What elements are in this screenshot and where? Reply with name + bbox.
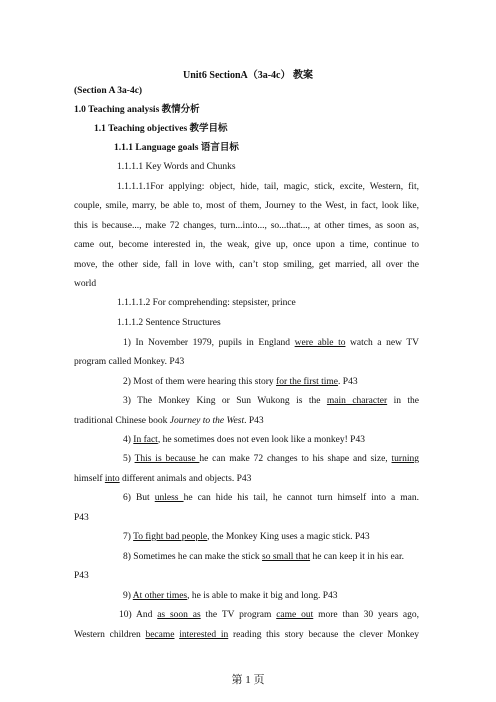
comprehending-words: 1.1.1.1.2 For comprehending: stepsister, prince — [117, 298, 296, 308]
sentence-6-continued: P43 — [74, 513, 89, 523]
key-words-line: couple, smile, marry, be able to, most of them, Journey to the West, in fact, look like, — [74, 201, 419, 211]
sentence-7: 7) To fight bad people, the Monkey King uses a magic stick. P43 — [123, 532, 370, 542]
book-title: Journey to the West — [169, 416, 245, 426]
key-words-line: world — [74, 279, 97, 289]
highlighted-phrase: turning — [391, 454, 419, 464]
section-reference: (Section A 3a-4c) — [74, 86, 143, 96]
heading-teaching-analysis: 1.0 Teaching analysis 教情分析 — [74, 105, 200, 115]
highlighted-phrase: interested in — [179, 630, 229, 640]
key-words-line: move, the other side, fall in love with, can’t stop smiling, get married, all over the — [74, 260, 419, 270]
sentence-4: 4) In fact, he sometimes does not even look like a monkey! P43 — [123, 435, 365, 445]
highlighted-phrase: main character — [326, 396, 388, 406]
key-words-line: this is because..., make 72 changes, turn...into..., so...that..., at other times, as soon as, — [74, 221, 419, 231]
sentence-3-continued: traditional Chinese book Journey to the West. P43 — [74, 416, 264, 426]
highlighted-phrase: At other times — [132, 591, 188, 601]
highlighted-phrase: came out — [276, 610, 314, 620]
key-words-heading: 1.1.1.1 Key Words and Chunks — [117, 162, 236, 172]
sentence-6: 6) But unless he can hide his tail, he cannot turn himself into a man. — [123, 493, 420, 503]
sentence-1: 1) In November 1979, pupils in England were able to watch a new TV — [123, 338, 420, 348]
sentence-structures-heading: 1.1.1.2 Sentence Structures — [117, 318, 221, 328]
sentence-2: 2) Most of them were hearing this story for the first time. P43 — [123, 377, 358, 387]
key-words-line: 1.1.1.1.1For applying: object, hide, tail, magic, stick, excite, Western, fit, — [117, 182, 419, 192]
highlighted-phrase: for the first time — [276, 377, 339, 387]
sentence-5: 5) This is because he can make 72 changes to his shape and size, turning — [123, 454, 419, 464]
sentence-5-continued: himself into different animals and objects. P43 — [74, 474, 252, 484]
highlighted-phrase: In fact — [133, 435, 158, 445]
sentence-10-continued: Western children became interested in reading this story because the clever Monkey — [74, 630, 420, 640]
highlighted-phrase: To fight bad people — [133, 532, 208, 542]
highlighted-phrase: unless — [154, 493, 184, 503]
document-title: Unit6 SectionA（3a-4c） 教案 — [183, 70, 313, 81]
sentence-3: 3) The Monkey King or Sun Wukong is the main character in the — [123, 396, 420, 406]
highlighted-phrase: became — [145, 630, 175, 640]
page-number: 第 1 页 — [231, 674, 265, 686]
sentence-1-continued: program called Monkey. P43 — [74, 357, 185, 367]
sentence-8: 8) Sometimes he can make the stick so small that he can keep it in his ear. — [123, 552, 404, 562]
highlighted-phrase: so small that — [262, 552, 311, 562]
highlighted-phrase: as soon as — [157, 610, 201, 620]
sentence-10: 10) And as soon as the TV program came out more than 30 years ago, — [119, 610, 419, 620]
highlighted-phrase: into — [104, 474, 120, 484]
key-words-line: came out, become interested in, the weak, give up, once upon a time, continue to — [74, 240, 419, 250]
sentence-8-continued: P43 — [74, 571, 89, 581]
highlighted-phrase: were able to — [294, 338, 346, 348]
heading-teaching-objectives: 1.1 Teaching objectives 教学目标 — [94, 124, 228, 134]
sentence-9: 9) At other times, he is able to make it big and long. P43 — [123, 591, 338, 601]
heading-language-goals: 1.1.1 Language goals 语言目标 — [114, 143, 239, 153]
highlighted-phrase: This is because — [134, 454, 200, 464]
